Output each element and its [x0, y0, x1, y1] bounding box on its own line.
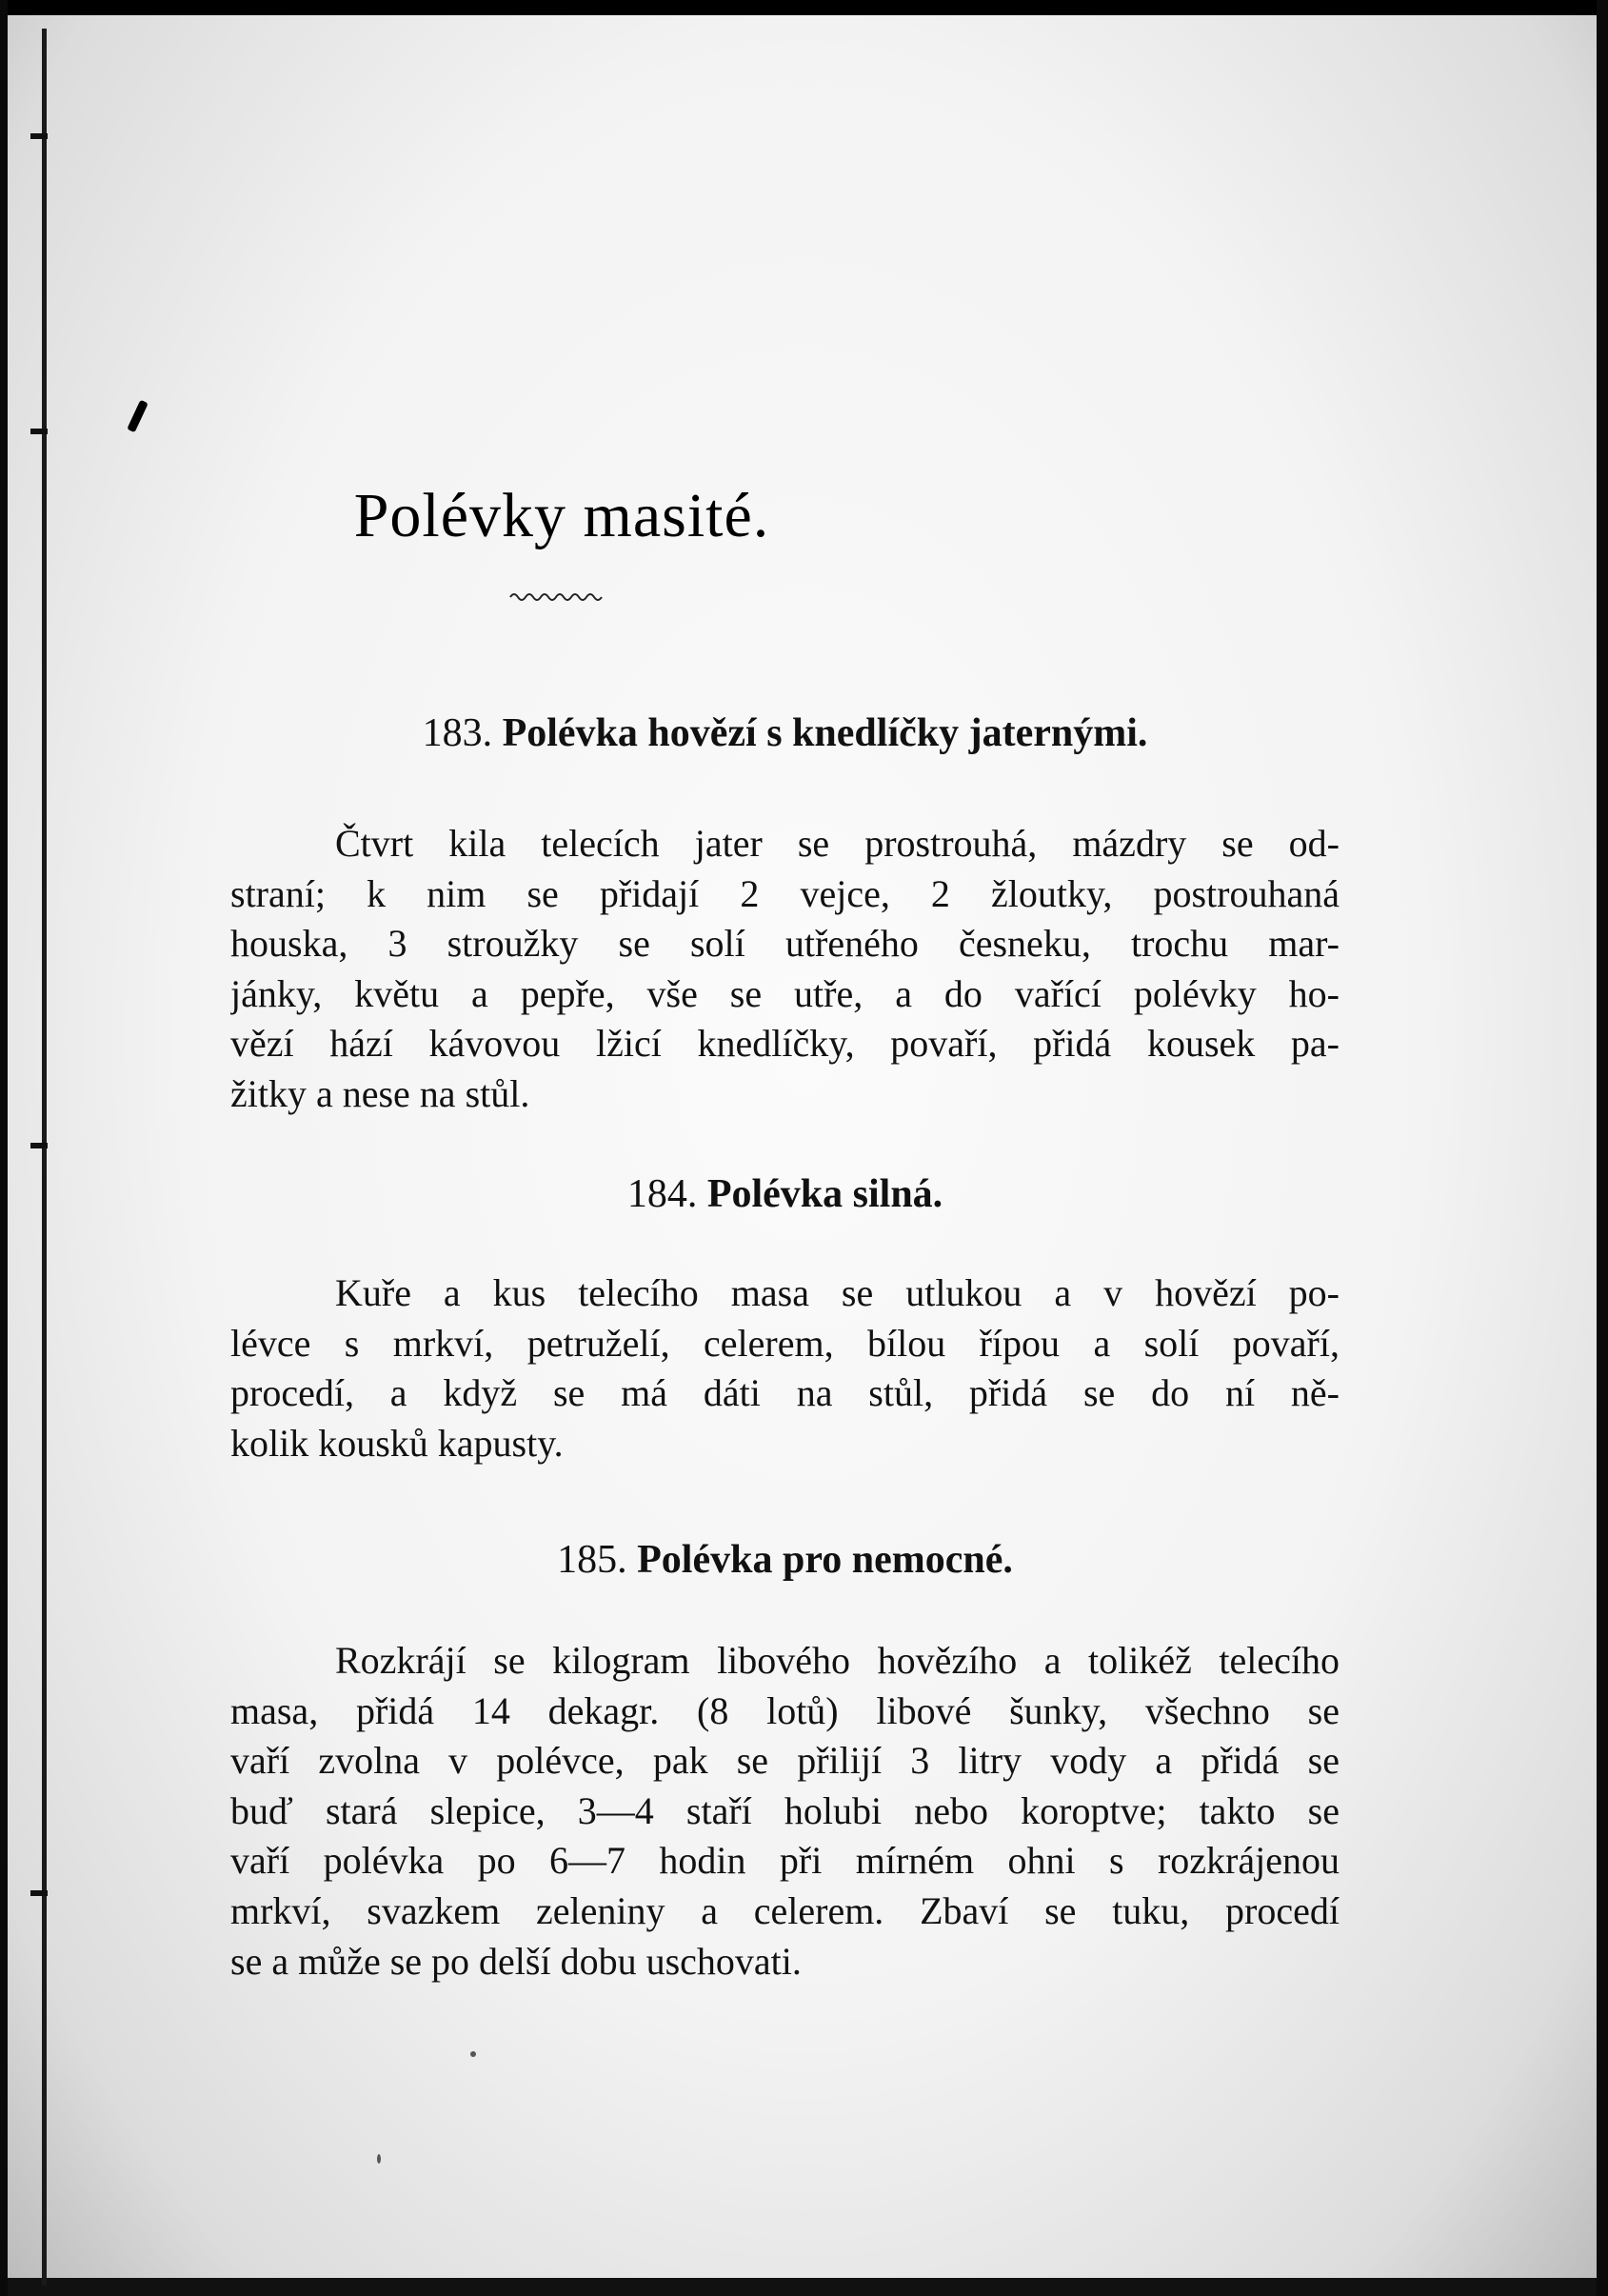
text-line: Kuře a kus telecího masa se utlukou a v hovězí po-	[335, 1271, 1340, 1314]
recipe-183	[230, 709, 1340, 1120]
recipe-text	[230, 1268, 1340, 1468]
recipe-heading	[230, 1169, 1340, 1219]
paper-speck	[377, 2154, 381, 2164]
text-line: Čtvrt kila telecích jater se prostrouhá, mázdry se od-	[335, 822, 1340, 865]
text-line: vaří polévka po 6—7 hodin při mírném ohni s rozkrájenou	[230, 1839, 1340, 1883]
text-line: houska, 3 stroužky se solí utřeného česneku, trochu mar-	[230, 922, 1340, 966]
text-line: jánky, květu a pepře, vše se utře, a do vařící polévky ho-	[230, 971, 1340, 1015]
text-line: vězí hází kávovou lžicí knedlíčky, povaří, přidá kousek pa-	[230, 1022, 1340, 1066]
text-line: mrkví, svazkem zeleniny a celerem. Zbaví se tuku, procedí	[230, 1888, 1340, 1932]
recipe-name: Polévka silná.	[706, 1172, 943, 1216]
binding-edge	[42, 29, 47, 2286]
pencil-mark	[127, 400, 149, 433]
recipe-185	[230, 1535, 1340, 1987]
recipe-184	[230, 1169, 1340, 1468]
scan-border-bottom	[0, 2278, 1608, 2296]
binding-tick	[30, 1890, 48, 1896]
recipe-text	[230, 1636, 1340, 1987]
scan-border-top	[0, 0, 1608, 15]
recipe-text	[230, 819, 1340, 1120]
scan-border-right	[1597, 0, 1608, 2296]
text-line: kolik kousků kapusty.	[230, 1421, 564, 1465]
paper-speck	[470, 2051, 476, 2057]
recipe-number: 183.	[422, 711, 493, 755]
recipe-heading	[230, 709, 1340, 758]
binding-tick	[30, 1143, 48, 1148]
page-title: Polévky masité.	[353, 481, 770, 550]
binding-tick	[30, 133, 48, 139]
title-flourish-ornament	[508, 589, 604, 602]
text-line: procedí, a když se má dáti na stůl, přidá se do ní ně-	[230, 1371, 1340, 1415]
scan-border-left	[0, 0, 8, 2296]
text-line: masa, přidá 14 dekagr. (8 lotů) libové šunky, všechno se	[230, 1688, 1340, 1732]
text-line: straní; k nim se přidají 2 vejce, 2 žloutky, postrouhaná	[230, 871, 1340, 915]
text-line: Rozkrájí se kilogram libového hovězího a tolikéž telecího	[335, 1639, 1340, 1682]
recipe-name: Polévka pro nemocné.	[637, 1538, 1013, 1582]
recipe-number: 185.	[557, 1538, 627, 1582]
binding-tick	[30, 429, 48, 434]
text-line: žitky a nese na stůl.	[230, 1071, 530, 1115]
text-line: buď stará slepice, 3—4 staří holubi nebo koroptve; takto se	[230, 1788, 1340, 1832]
recipe-number: 184.	[626, 1172, 698, 1216]
text-line: vaří zvolna v polévce, pak se přilijí 3 litry vody a přidá se	[230, 1739, 1340, 1783]
recipe-name: Polévka hovězí s knedlíčky jaternými.	[502, 711, 1148, 755]
text-line: lévce s mrkví, petruželí, celerem, bílou řípou a solí povaří,	[230, 1321, 1340, 1365]
text-line: se a může se po delší dobu uschovati.	[230, 1939, 802, 1983]
recipe-heading	[230, 1535, 1340, 1585]
